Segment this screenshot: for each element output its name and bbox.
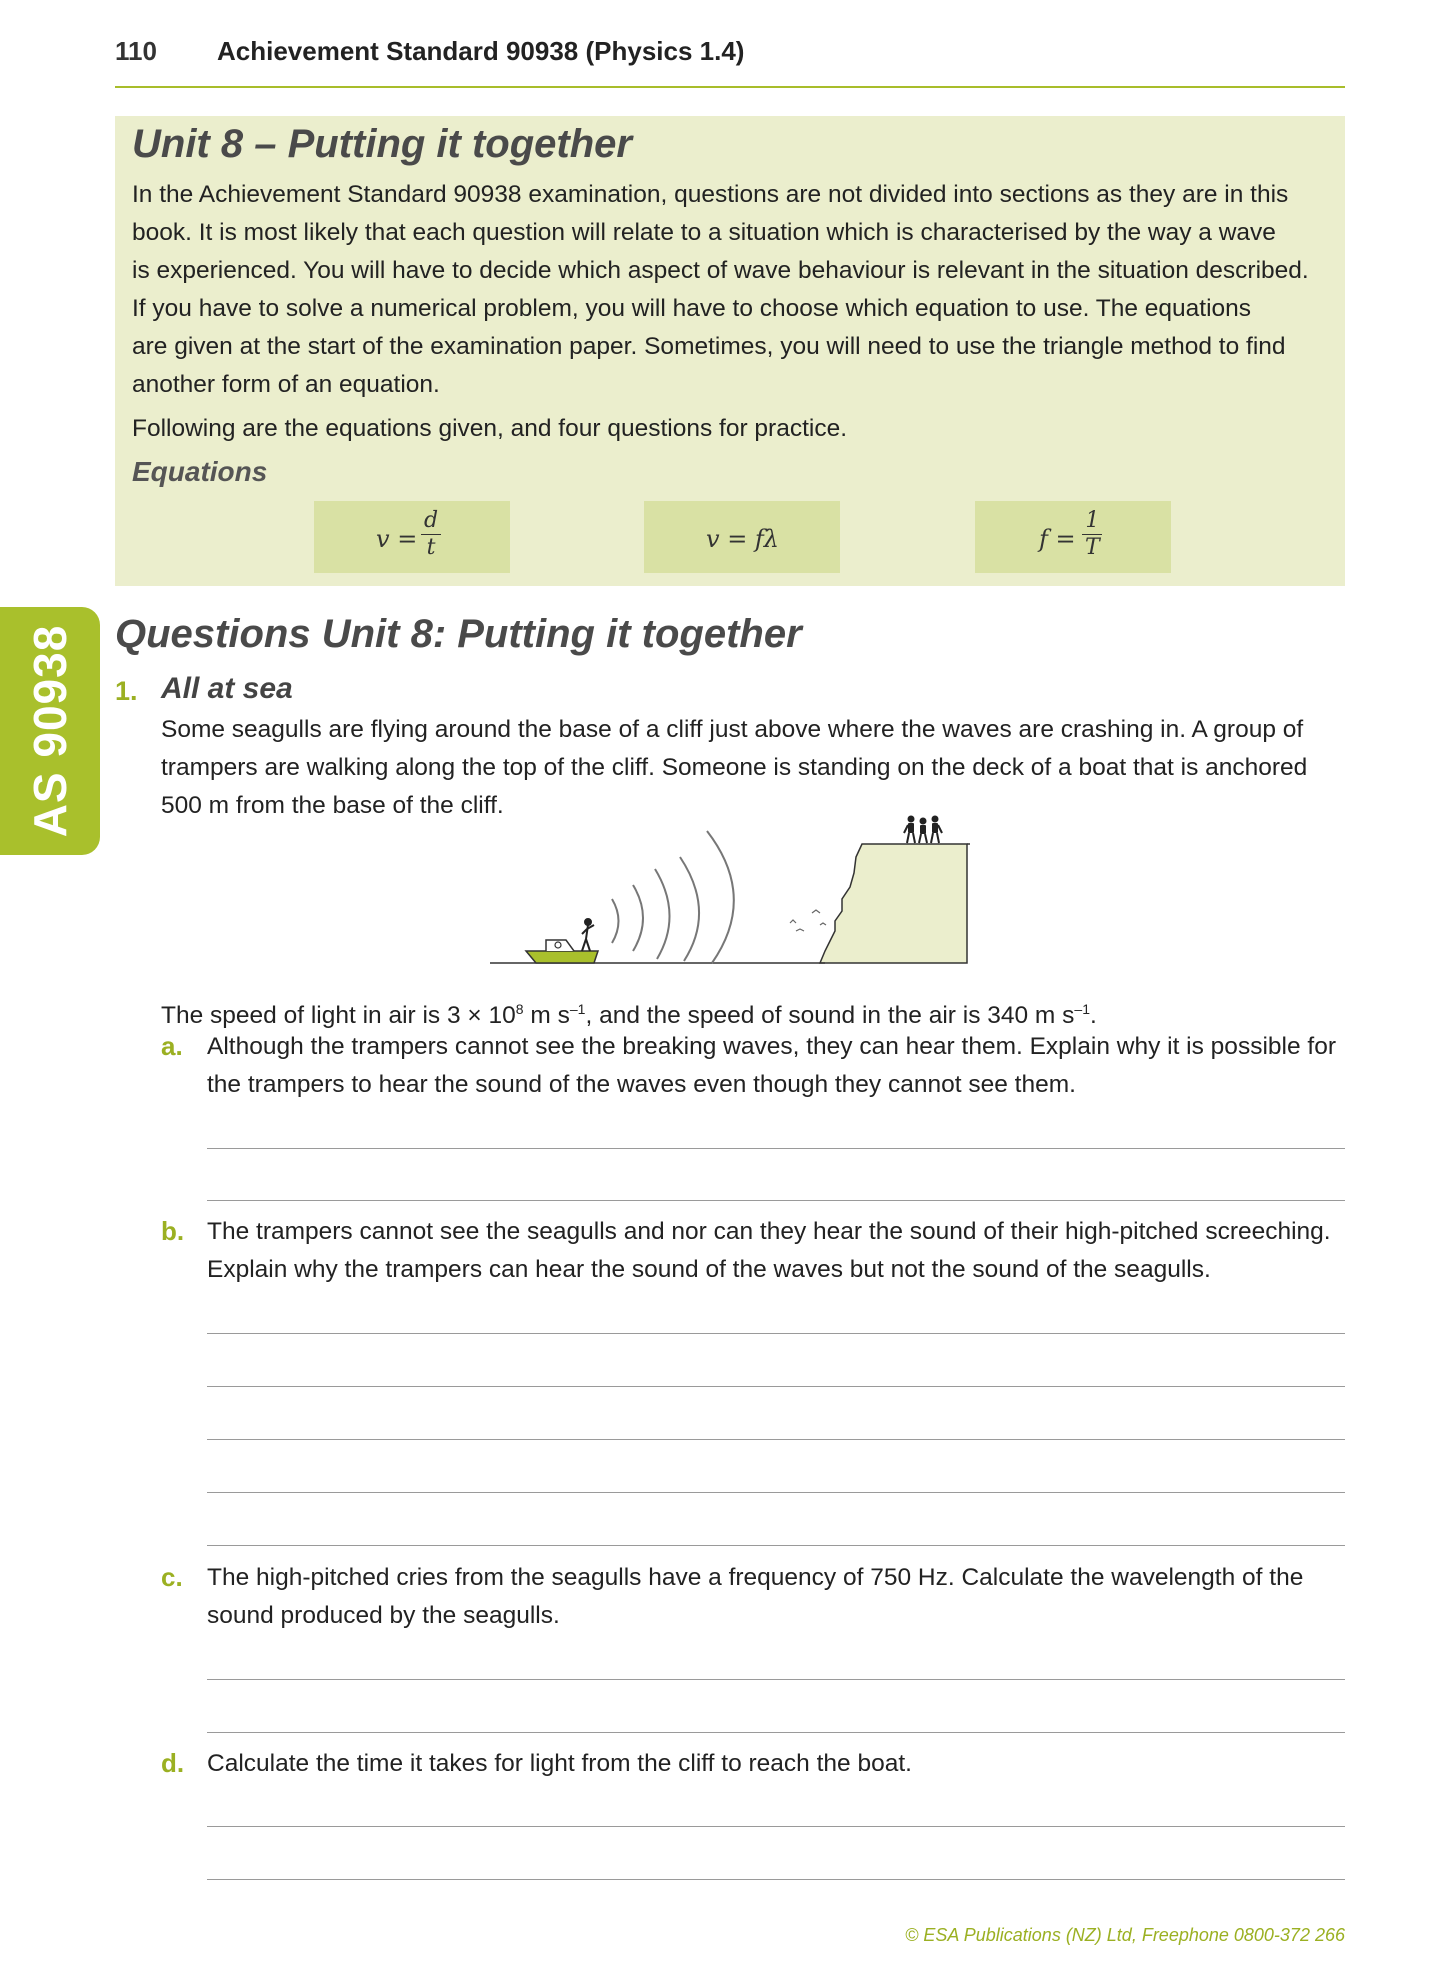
page-number: 110: [115, 36, 157, 66]
answer-line[interactable]: [207, 1826, 1345, 1827]
unit-paragraph: [132, 176, 1332, 404]
boat-hull: [526, 951, 598, 963]
equations-heading: Equations: [132, 456, 268, 487]
side-tab: [0, 607, 100, 855]
intro-line: trampers are walking along the top of the cliff. Someone is standing on the deck of a boat that is anchored: [161, 754, 1308, 781]
equation-speed: [314, 501, 510, 573]
question-number: 1.: [115, 676, 138, 706]
unit-paragraph-line: book. It is most likely that each question will relate to a situation which is characterised by the way a wave: [132, 219, 1276, 246]
speed-text: .: [1089, 1002, 1097, 1030]
unit-summary-box: [115, 116, 1345, 586]
seagull: [796, 929, 804, 931]
equation-lhs: f =: [1039, 525, 1076, 553]
copyright-footer: © ESA Publications (NZ) Ltd, Freephone 0800-372 266: [905, 1925, 1345, 1945]
fraction-numerator: 1: [1082, 508, 1102, 535]
part-line: Explain why the trampers can hear the sound of the waves but not the sound of the seagulls.: [207, 1256, 1211, 1283]
speed-text: The speed of light in air is 3 × 10: [161, 1002, 516, 1030]
page-header: [115, 34, 1345, 88]
answer-line[interactable]: [207, 1200, 1345, 1201]
sound-waves: [612, 831, 734, 963]
answer-line[interactable]: [207, 1679, 1345, 1680]
wave-arc: [680, 857, 699, 961]
speed-text: , and the speed of sound in the air is 340 m s: [585, 1002, 1075, 1030]
part-line: Calculate the time it takes for light from the cliff to reach the boat.: [207, 1750, 912, 1777]
answer-line[interactable]: [207, 1732, 1345, 1733]
seagulls: [790, 910, 826, 931]
seagull: [820, 923, 826, 925]
equation-wave: [644, 501, 840, 573]
answer-line[interactable]: [207, 1333, 1345, 1334]
intro-line: 500 m from the base of the cliff.: [161, 792, 504, 819]
fraction-numerator: d: [421, 508, 441, 535]
intro-line: Some seagulls are flying around the base of a cliff just above where the waves are crashing in. A group of: [161, 716, 1304, 743]
part-a-letter: a.: [161, 1031, 183, 1061]
part-line: The trampers cannot see the seagulls and nor can they hear the sound of their high-pitched screeching.: [207, 1218, 1331, 1245]
wave-arc: [707, 831, 734, 963]
seagull: [812, 910, 820, 913]
exponent: 8: [515, 1001, 524, 1017]
tramper: [931, 816, 942, 844]
trampers: [904, 816, 942, 844]
wave-arc: [655, 869, 670, 959]
equation-frequency: [975, 501, 1171, 573]
unit-paragraph-line: If you have to solve a numerical problem, you will have to choose which equation to use. The equations: [132, 295, 1252, 322]
answer-line[interactable]: [207, 1545, 1345, 1546]
boat: [526, 919, 598, 963]
equation-text: v = fλ: [706, 525, 780, 553]
answer-line[interactable]: [207, 1492, 1345, 1493]
questions-title: Questions Unit 8: Putting it together: [115, 612, 802, 656]
unit-paragraph-line: is experienced. You will have to decide which aspect of wave behaviour is relevant in the situation described.: [132, 257, 1309, 284]
answer-line[interactable]: [207, 1148, 1345, 1149]
header-title: Achievement Standard 90938 (Physics 1.4): [217, 36, 745, 66]
unit-paragraph-line: another form of an equation.: [132, 371, 440, 398]
seagull: [790, 920, 796, 923]
part-c-letter: c.: [161, 1562, 183, 1592]
boat-cabin: [546, 940, 574, 951]
unit-paragraph-line: In the Achievement Standard 90938 examination, questions are not divided into sections as they are in this: [132, 181, 1289, 208]
speed-text: m s: [523, 1002, 570, 1030]
part-line: the trampers to hear the sound of the waves even though they cannot see them.: [207, 1071, 1076, 1098]
equation-fraction: [1082, 508, 1103, 561]
person-on-boat: [582, 919, 594, 951]
part-line: sound produced by the seagulls.: [207, 1602, 560, 1629]
question-intro: [161, 711, 1341, 825]
wave-arc: [633, 885, 643, 951]
fraction-denominator: t: [426, 535, 436, 560]
part-b-letter: b.: [161, 1216, 185, 1246]
question-title: All at sea: [161, 672, 293, 705]
cliff-boat-illustration: [490, 813, 970, 968]
unit-title: Unit 8 – Putting it together: [132, 122, 632, 166]
fraction-denominator: T: [1085, 535, 1100, 560]
answer-line[interactable]: [207, 1439, 1345, 1440]
unit-paragraph-2: Following are the equations given, and four questions for practice.: [132, 415, 848, 442]
part-a-text: [207, 1028, 1337, 1104]
tramper: [904, 816, 915, 844]
part-d-text: [207, 1745, 1337, 1783]
part-d-letter: d.: [161, 1748, 185, 1778]
answer-line[interactable]: [207, 1879, 1345, 1880]
part-line: The high-pitched cries from the seagulls have a frequency of 750 Hz. Calculate the wavelength of the: [207, 1564, 1304, 1591]
tramper: [919, 818, 927, 844]
cliff: [820, 844, 967, 963]
part-c-text: [207, 1559, 1337, 1635]
equation-lhs: v =: [376, 525, 418, 553]
exponent: –1: [569, 1001, 586, 1017]
wave-arc: [612, 899, 619, 943]
part-b-text: [207, 1213, 1337, 1289]
side-tab-label: AS 90938: [24, 624, 76, 838]
answer-line[interactable]: [207, 1386, 1345, 1387]
part-line: Although the trampers cannot see the breaking waves, they can hear them. Explain why it is possible for: [207, 1033, 1336, 1060]
unit-paragraph-line: are given at the start of the examination paper. Sometimes, you will need to use the triangle method to find: [132, 333, 1286, 360]
equation-fraction: [421, 508, 441, 561]
exponent: –1: [1074, 1001, 1090, 1017]
